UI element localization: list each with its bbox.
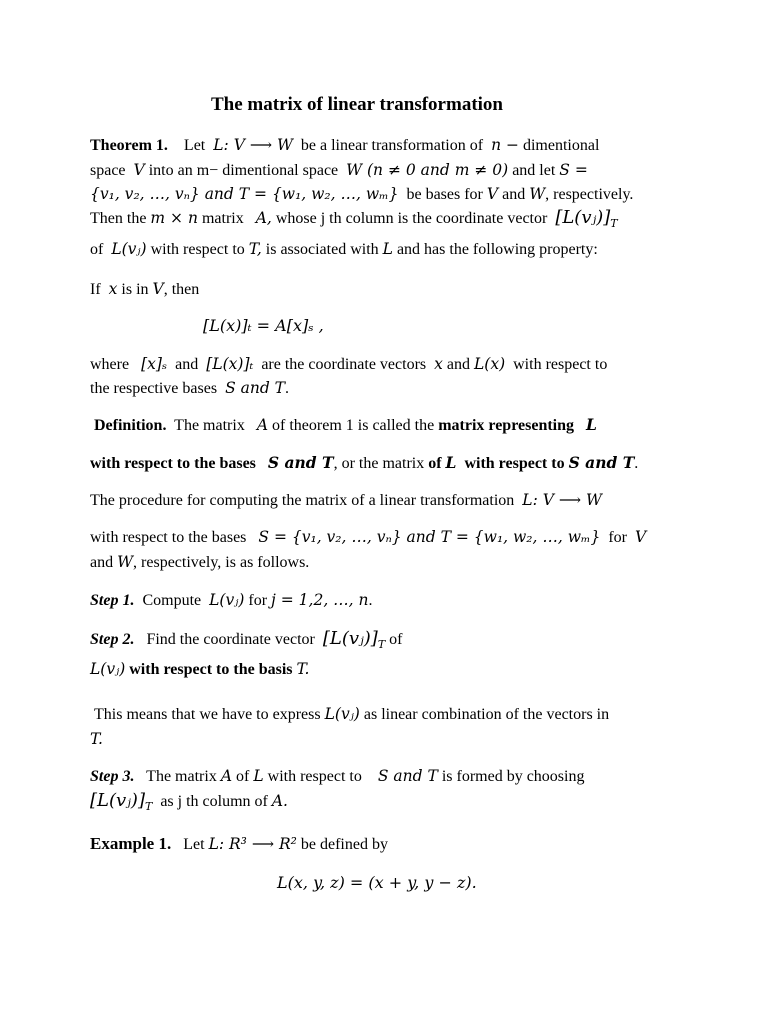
text: be defined by	[300, 836, 388, 853]
math: [L(vⱼ)]	[90, 790, 145, 811]
example-line	[90, 834, 388, 855]
math-subscript: T	[377, 638, 386, 652]
text: , or the matrix	[333, 455, 425, 472]
text: be a linear transformation of	[300, 137, 484, 154]
step-2-line-2	[90, 659, 310, 680]
step-1-label: Step 1.	[90, 592, 135, 609]
text: Find the coordinate vector	[146, 631, 315, 648]
text: .	[634, 455, 639, 472]
math: n −	[491, 136, 519, 154]
theorem-label: Theorem 1.	[90, 137, 168, 154]
text: dimentional	[522, 137, 600, 154]
math: S =	[559, 161, 588, 179]
step-3-line-1	[90, 766, 584, 787]
where-line-2	[90, 378, 289, 399]
math: L	[586, 415, 597, 434]
math: S = {v₁, v₂, …, vₙ} and T = {w₁, w₂, …, wₘ}	[258, 528, 601, 546]
math: L: V ⟶ W	[213, 136, 293, 154]
text: with respect to	[150, 241, 245, 258]
math: x	[108, 280, 118, 298]
math: [L(vⱼ)]	[555, 207, 611, 228]
math: S and T	[377, 767, 438, 785]
text: The procedure for computing the matrix of a linear transformation	[90, 492, 515, 509]
text: is formed by choosing	[441, 768, 585, 785]
math: V	[133, 161, 145, 179]
text: and has the following property:	[396, 241, 598, 258]
math: V	[486, 185, 499, 203]
bold-text: of	[428, 455, 442, 472]
text: and let	[512, 162, 556, 179]
math: T.	[90, 730, 103, 748]
text: and	[502, 186, 526, 203]
step-1	[90, 590, 373, 611]
definition-line-2	[90, 453, 638, 474]
if-line	[90, 279, 199, 300]
theorem-line-1	[90, 135, 599, 156]
math: W	[529, 185, 546, 203]
where-line-1	[90, 354, 607, 375]
math-subscript: T	[144, 800, 153, 814]
text: of	[389, 631, 403, 648]
math: {v₁, v₂, …, vₙ} and T = {w₁, w₂, …, wₘ}	[90, 185, 399, 203]
math: L	[382, 240, 393, 258]
example-label: Example 1.	[90, 834, 172, 853]
text: is associated with	[265, 241, 379, 258]
text: with respect to	[267, 768, 362, 785]
text: the respective bases	[90, 380, 218, 397]
text: Let	[183, 137, 206, 154]
bold-text: with respect to the basis	[129, 661, 293, 678]
meaning-line-1	[94, 704, 609, 725]
math: L	[253, 767, 264, 785]
math: W (n ≠ 0 and m ≠ 0)	[346, 161, 509, 179]
math-subscript: T	[610, 217, 618, 231]
equation-2: L(x, y, z) = (x + y, y − z).	[277, 873, 477, 892]
text: for	[248, 592, 268, 609]
text: Let	[183, 836, 205, 853]
math: L(vⱼ)	[111, 240, 147, 258]
meaning-line-2	[90, 729, 103, 750]
text: of theorem 1 is called the	[272, 417, 435, 434]
text: with respect to	[513, 356, 608, 373]
math: V	[152, 280, 164, 298]
text: is in	[121, 281, 149, 298]
math: S and T	[568, 453, 635, 472]
math: A	[256, 416, 269, 434]
math: V	[635, 528, 647, 546]
math: [L(x)]ₜ	[206, 355, 254, 373]
text: space	[90, 162, 126, 179]
math: S and T	[225, 379, 286, 397]
math: T,	[248, 240, 262, 258]
text: , respectively, is as follows.	[133, 554, 310, 571]
bold-text: with respect to	[464, 455, 565, 472]
text: and	[175, 356, 199, 373]
text: The matrix	[174, 417, 245, 434]
theorem-line-2	[90, 160, 588, 181]
text: .	[285, 380, 290, 397]
math: A	[220, 767, 233, 785]
math: A,	[255, 209, 272, 227]
text: where	[90, 356, 130, 373]
math: L(vⱼ)	[90, 660, 126, 678]
math: W	[117, 553, 134, 571]
page-title: The matrix of linear transformation	[211, 94, 503, 115]
math: [x]ₛ	[141, 355, 168, 373]
text: Compute	[142, 592, 202, 609]
math: m × n	[150, 209, 198, 227]
theorem-line-4	[90, 208, 618, 234]
equation-1: [L(x)]ₜ = A[x]ₛ ,	[203, 316, 324, 335]
step-2-label: Step 2.	[90, 631, 135, 648]
procedure-line-3	[90, 552, 309, 573]
step-3-line-2	[90, 791, 288, 817]
text: , then	[163, 281, 200, 298]
step-3-label: Step 3.	[90, 768, 135, 785]
text: This means that we have to express	[94, 706, 321, 723]
text: matrix	[201, 210, 244, 227]
theorem-line-3	[90, 184, 633, 205]
text: of	[90, 241, 104, 258]
text: into an m− dimentional space	[148, 162, 339, 179]
text: be bases for	[406, 186, 483, 203]
math: T.	[296, 660, 310, 678]
text: The matrix	[146, 768, 217, 785]
math: L(x)	[473, 355, 506, 373]
math: L(vⱼ)	[209, 591, 245, 609]
math: L: V ⟶ W	[522, 491, 602, 509]
procedure-line-2	[90, 527, 646, 548]
definition-line-1	[94, 415, 597, 436]
text: and	[90, 554, 114, 571]
math: S and T	[267, 453, 334, 472]
text: as j th column of	[160, 793, 268, 810]
theorem-line-5	[90, 239, 598, 260]
text: whose j th column is the coordinate vector	[275, 210, 548, 227]
text: Then the	[90, 210, 147, 227]
math: L(vⱼ)	[324, 705, 360, 723]
step-2-line-1	[90, 629, 402, 655]
definition-label: Definition.	[94, 417, 167, 434]
text: .	[368, 592, 373, 609]
math: L	[445, 453, 457, 472]
bold-text: matrix representing	[438, 417, 575, 434]
text: for	[608, 529, 627, 546]
text: , respectively.	[545, 186, 634, 203]
text: as linear combination of the vectors in	[363, 706, 610, 723]
text: If	[90, 281, 101, 298]
text: of	[236, 768, 250, 785]
text: with respect to the bases	[90, 529, 247, 546]
math: A.	[271, 792, 288, 810]
bold-text: with respect to the bases	[90, 455, 256, 472]
text: are the coordinate vectors	[261, 356, 427, 373]
math: j = 1,2, …, n	[271, 591, 369, 609]
procedure-line-1	[90, 490, 602, 511]
math: L: R³ ⟶ R²	[208, 835, 297, 853]
text: and	[446, 356, 470, 373]
math: x	[434, 355, 443, 373]
math: [L(vⱼ)]	[322, 628, 378, 649]
